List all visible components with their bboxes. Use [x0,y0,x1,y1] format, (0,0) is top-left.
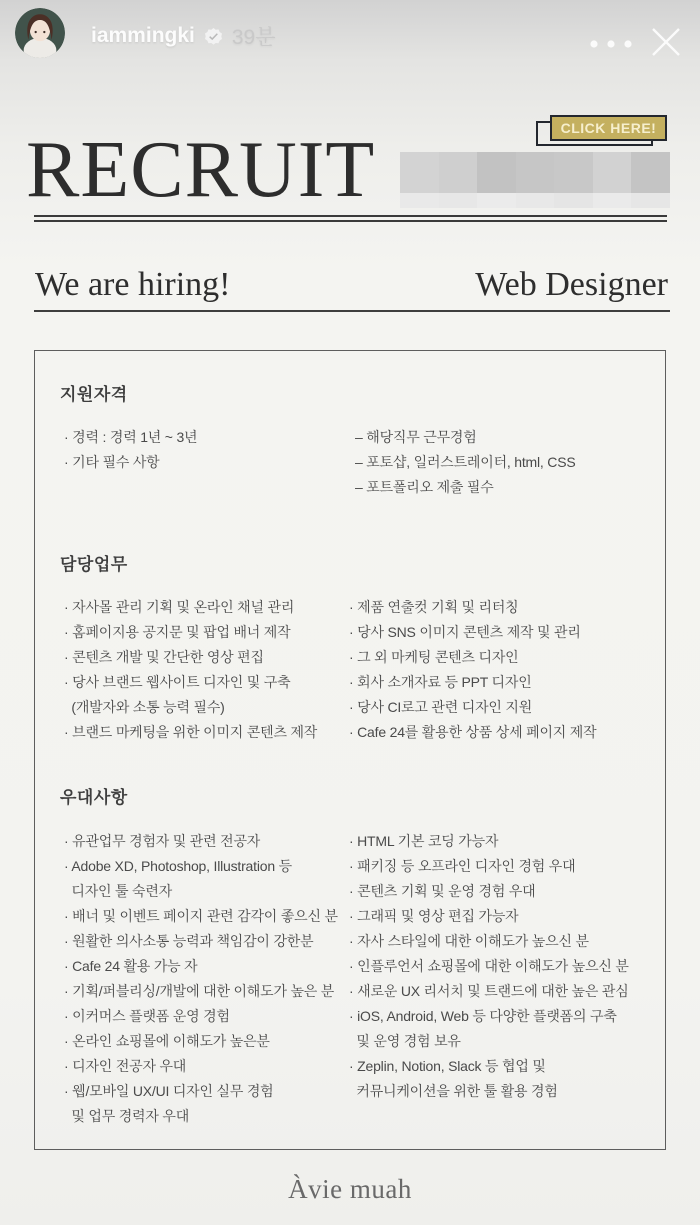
section-qualifications [35,425,659,500]
list-item: · HTML 기본 코딩 가능자 [349,833,499,849]
list-item: – 포트폴리오 제출 필수 [355,479,494,495]
list-item: · 디자인 전공자 우대 [64,1058,187,1074]
list-item: · 그 외 마케팅 콘텐츠 디자인 [349,649,519,665]
list-item: · Cafe 24를 활용한 상품 상세 페이지 제작 [349,724,597,740]
list-item: 디자인 툴 숙련자 [64,883,173,899]
list-item: (개발자와 소통 능력 필수) [64,699,225,715]
section-responsibilities [35,595,659,745]
list-item: · 경력 : 경력 1년 ~ 3년 [64,429,198,445]
section-column-left [64,595,349,745]
mosaic-block [477,193,516,208]
section-heading-preferred: 우대사항 [60,788,128,807]
list-item: · Cafe 24 활용 가능 자 [64,958,198,974]
mosaic-block [439,152,478,193]
list-item: · Zeplin, Notion, Slack 등 협업 및 [349,1058,546,1074]
list-item: · 당사 CI로고 관련 디자인 지원 [349,699,533,715]
mosaic-block [631,193,670,208]
avatar[interactable] [15,8,65,58]
mosaic-block [593,152,632,193]
mosaic-block [554,152,593,193]
list-item: · 콘텐츠 개발 및 간단한 영상 편집 [64,649,264,665]
mosaic-block [516,152,555,193]
list-item: · 제품 연출컷 기획 및 리터칭 [349,599,519,615]
list-item: · 당사 SNS 이미지 콘텐츠 제작 및 관리 [349,624,581,640]
section-column-right [349,595,659,745]
list-item: · 새로운 UX 리서치 및 트랜드에 대한 높은 관심 [349,983,629,999]
list-item: · 배너 및 이벤트 페이지 관련 감각이 좋으신 분 [64,908,338,924]
close-icon[interactable] [648,24,684,60]
story-user-row [91,21,276,51]
list-item: · 기획/퍼블리싱/개발에 대한 이해도가 높은 분 [64,983,335,999]
hiring-headline: We are hiring! [35,266,231,303]
list-item: – 해당직무 근무경험 [355,429,477,445]
mosaic-block [477,152,516,193]
double-rule [34,215,667,222]
list-item: · 기타 필수 사항 [64,454,160,470]
single-rule [34,310,670,312]
list-item: · 원활한 의사소통 능력과 책임감이 강한분 [64,933,314,949]
details-box [34,350,666,1150]
mosaic-block [400,152,439,193]
avatar-illustration [15,8,65,58]
more-options-icon[interactable] [588,36,636,54]
list-item: 커뮤니케이션을 위한 툴 활용 경험 [349,1083,558,1099]
list-item: – 포토샵, 일러스트레이터, html, CSS [355,454,576,470]
section-column-left [64,829,349,1129]
list-item: · 콘텐츠 기획 및 운영 경험 우대 [349,883,536,899]
list-item: · 웹/모바일 UX/UI 디자인 실무 경험 [64,1083,274,1099]
list-item: · 온라인 쇼핑몰에 이해도가 높은분 [64,1033,270,1049]
section-column-left [64,425,349,500]
list-item: · Adobe XD, Photoshop, Illustration 등 [64,858,292,874]
list-item: 및 업무 경력자 우대 [64,1108,190,1124]
list-item: · 자사 스타일에 대한 이해도가 높으신 분 [349,933,589,949]
section-heading-responsibilities: 담당업무 [60,555,128,574]
mosaic-row-bottom [400,193,670,208]
verified-badge-icon [205,28,222,45]
mosaic-block [554,193,593,208]
list-item: · iOS, Android, Web 등 다양한 플랫폼의 구축 [349,1008,617,1024]
brand-logo: Àvie muah [288,1174,412,1204]
list-item: · 그래픽 및 영상 편집 가능자 [349,908,519,924]
list-item: · 당사 브랜드 웹사이트 디자인 및 구축 [64,674,291,690]
list-item: · 홈페이지용 공지문 및 팝업 배너 제작 [64,624,291,640]
list-item: · 회사 소개자료 등 PPT 디자인 [349,674,532,690]
mosaic-block [631,152,670,193]
list-item: · 브랜드 마케팅을 위한 이미지 콘텐츠 제작 [64,724,318,740]
list-item: · 이커머스 플랫폼 운영 경험 [64,1008,230,1024]
section-heading-qualifications: 지원자격 [60,385,128,404]
pixelated-redaction [400,152,670,208]
list-item: · 유관업무 경험자 및 관련 전공자 [64,833,261,849]
list-item: · 패키징 등 오프라인 디자인 경험 우대 [349,858,576,874]
section-column-right [349,425,659,500]
mosaic-block [593,193,632,208]
mosaic-block [439,193,478,208]
list-item: 및 운영 경험 보유 [349,1033,461,1049]
section-preferred [35,829,659,1129]
section-column-right [349,829,659,1129]
mosaic-row-top [400,152,670,193]
mosaic-block [516,193,555,208]
job-title: Web Designer [475,266,668,303]
list-item: · 자사몰 관리 기획 및 온라인 채널 관리 [64,599,295,615]
username[interactable]: iammingki [91,24,195,47]
click-here-button[interactable]: CLICK HERE! [550,115,667,141]
mosaic-block [400,193,439,208]
poster-title: RECRUIT [26,126,376,214]
list-item: · 인플루언서 쇼핑몰에 대한 이해도가 높으신 분 [349,958,629,974]
story-timestamp: 39분 [231,26,276,49]
